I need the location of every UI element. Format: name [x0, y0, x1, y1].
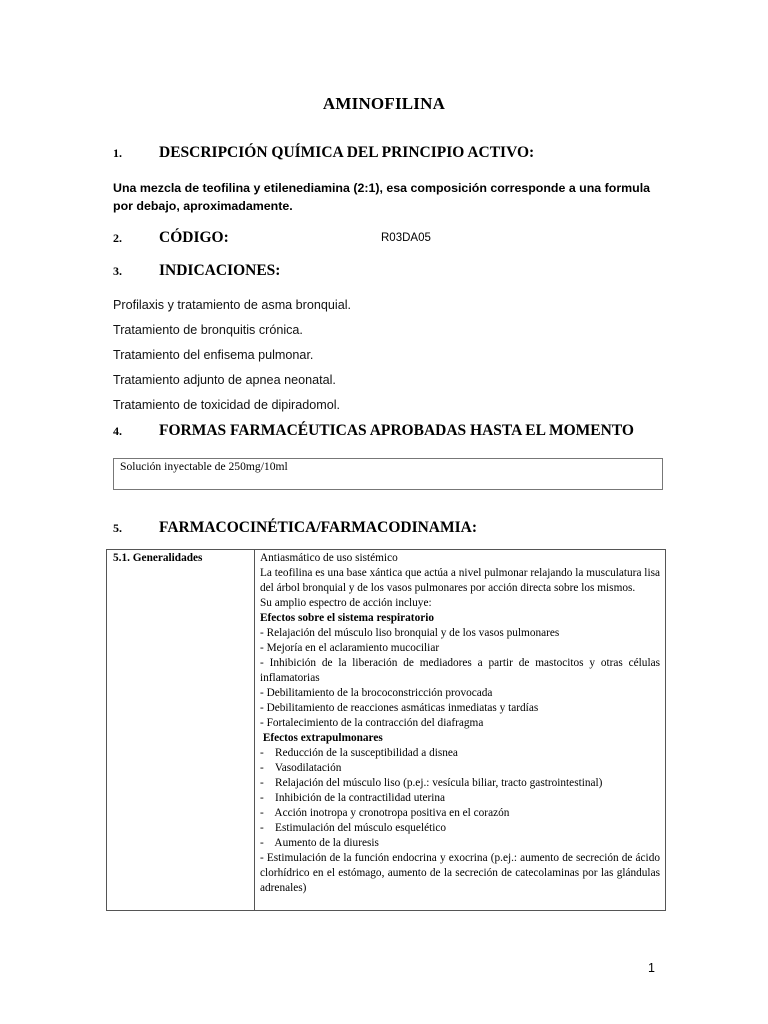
content-line: - Estimulación del músculo esquelético	[260, 822, 447, 834]
content-line: - Fortalecimiento de la contracción del diafragma	[260, 717, 484, 729]
indication-item: Tratamiento adjunto de apnea neonatal.	[113, 373, 336, 387]
content-line: - Debilitamiento de la brococonstricción provocada	[260, 687, 493, 699]
content-line: - Inhibición de la contractilidad uterina	[260, 792, 446, 804]
content-line: - Debilitamiento de reacciones asmáticas inmediatas y tardías	[260, 702, 539, 714]
indication-item: Tratamiento de bronquitis crónica.	[113, 323, 303, 337]
section-3-heading	[113, 262, 280, 280]
content-line: - Inhibición de la liberación de mediadores a partir de mastocitos y otras células inflamatorias	[260, 657, 660, 684]
table-row-content	[255, 550, 666, 911]
content-line: - Relajación del músculo liso bronquial y de los vasos pulmonares	[260, 627, 560, 639]
section-title: FORMAS FARMACÉUTICAS APROBADAS HASTA EL MOMENTO	[159, 422, 634, 439]
section-number: 2.	[113, 231, 122, 245]
section-1-heading	[113, 144, 534, 162]
chemical-description: Una mezcla de teofilina y etilenediamina (2:1), esa composición corresponde a una formula por debajo, aproximadamente.	[113, 181, 651, 213]
atc-code: R03DA05	[381, 232, 431, 244]
subheading: Efectos extrapulmonares	[260, 732, 383, 744]
content-line: - Relajación del músculo liso (p.ej.: vesícula biliar, tracto gastrointestinal)	[260, 777, 603, 789]
indications-list	[113, 296, 351, 421]
section-title: INDICACIONES:	[159, 262, 281, 279]
pharmaceutical-forms-box	[113, 458, 663, 490]
indication-item: Tratamiento de toxicidad de dipiradomol.	[113, 398, 341, 412]
page-title: AMINOFILINA	[322, 94, 446, 113]
page-number: 1	[648, 961, 655, 975]
content-line: - Aumento de la diuresis	[260, 837, 379, 849]
content-line: Su amplio espectro de acción incluye:	[260, 597, 432, 609]
indication-item: Profilaxis y tratamiento de asma bronquial.	[113, 298, 351, 312]
section-2-heading	[113, 229, 229, 247]
content-line: - Reducción de la susceptibilidad a disnea	[260, 747, 458, 759]
table-row-label: 5.1. Generalidades	[107, 550, 255, 911]
pharmacology-table	[106, 549, 666, 911]
section-number: 4.	[113, 424, 122, 438]
section-title: DESCRIPCIÓN QUÍMICA DEL PRINCIPIO ACTIVO:	[159, 144, 535, 161]
indication-item: Tratamiento del enfisema pulmonar.	[113, 348, 314, 362]
content-line: - Mejoría en el aclaramiento mucociliar	[260, 642, 440, 654]
section-number: 1.	[113, 146, 122, 160]
section-title: FARMACOCINÉTICA/FARMACODINAMIA:	[159, 519, 478, 536]
section-title: CÓDIGO:	[159, 229, 229, 246]
table-row	[107, 550, 666, 911]
content-line: - Acción inotropa y cronotropa positiva en el corazón	[260, 807, 510, 819]
content-line: - Estimulación de la función endocrina y exocrina (p.ej.: aumento de secreción de ácido clorhídrico en el estómago, aumento de la secreción de catecolaminas por las glándulas adrenales)	[260, 852, 660, 894]
section-4-heading	[113, 422, 634, 440]
content-line: - Vasodilatación	[260, 762, 342, 774]
section-number: 3.	[113, 264, 122, 278]
subheading: Efectos sobre el sistema respiratorio	[260, 612, 435, 624]
content-line: La teofilina es una base xántica que actúa a nivel pulmonar relajando la musculatura lisa del árbol bronquial y de los vasos pulmonares por acción directa sobre los mismos.	[260, 567, 660, 594]
section-5-heading	[113, 519, 477, 537]
section-number: 5.	[113, 521, 122, 535]
pharmaceutical-form: Solución inyectable de 250mg/10ml	[120, 460, 288, 473]
content-line: Antiasmático de uso sistémico	[260, 552, 398, 564]
